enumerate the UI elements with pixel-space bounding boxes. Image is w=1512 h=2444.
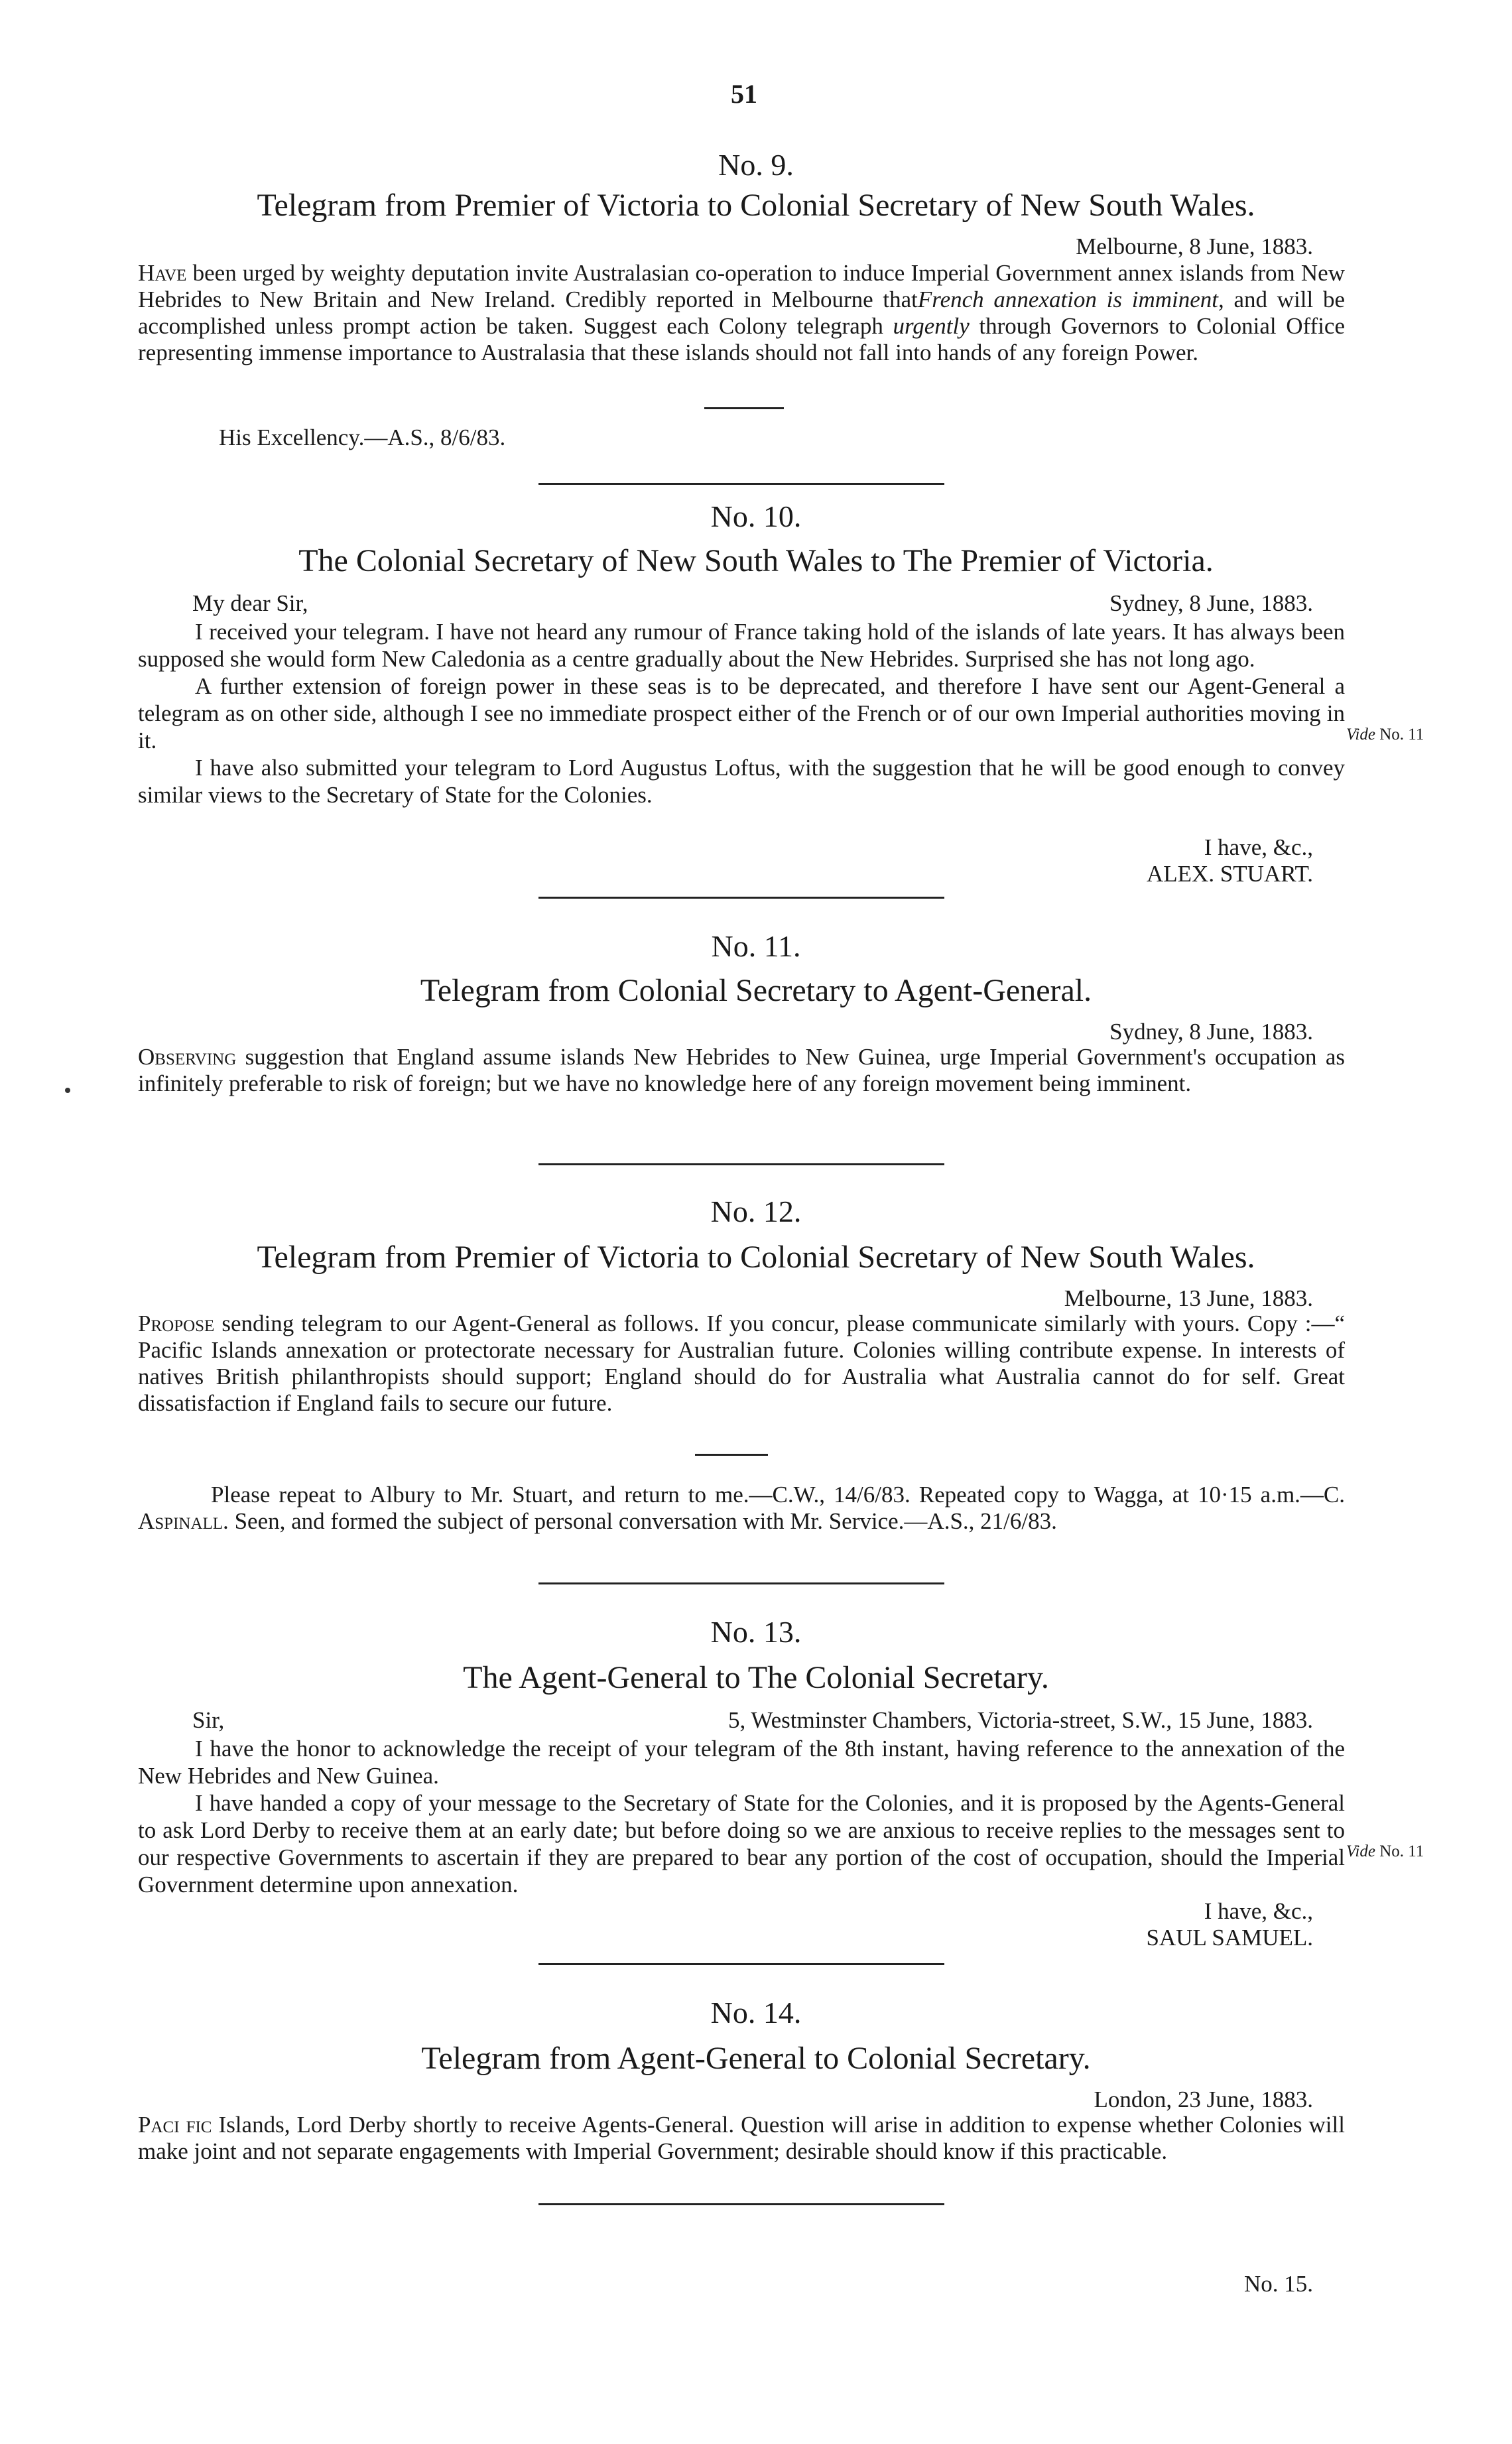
section-10-paragraph-2: A further extension of foreign power in these seas is to be deprecated, and therefore I have sent our Agent-General a telegram as on other side, although I see no immediate prospect either of the French or of our own Imperial authorities moving in it. [138,673,1345,753]
section-divider [538,1963,944,1965]
section-14-body [138,2112,1345,2165]
section-12-note-a: Please repeat to Albury to Mr. Stuart, and return to me.—C.W., 14/6/83. [211,1482,911,1508]
section-10-dateline: Sydney, 8 June, 1883. [1109,590,1313,616]
section-10-margin-note [1346,726,1424,744]
section-12-body [138,1311,1345,1417]
section-10-body [138,618,1345,808]
section-14-title: Telegram from Agent-General to Colonial Secretary. [421,2041,1091,2076]
section-10-paragraph-3: I have also submitted your telegram to Lord Augustus Loftus, with the suggestion that he will be good enough to convey similar views to the Secretary of State for the Colonies. [138,755,1345,808]
section-13-closing: I have, &c., [1204,1898,1313,1924]
section-9-body [138,260,1345,366]
short-divider [704,407,784,409]
section-12-lead: Propose [138,1311,215,1336]
section-divider [538,1163,944,1165]
section-11-number: No. 11. [711,929,801,963]
section-divider [538,483,944,485]
section-13-paragraph-2: I have handed a copy of your message to the Secretary of State for the Colonies, and it is proposed by the Agents-General to ask Lord Derby to receive them at an early date; but before doing so we are anxious to receive replies to the messages sent to our respective Governments to ascertain if they are prepared to bear any portion of the cost of occupation, should the Imperial Government determine upon annexation. [138,1790,1345,1897]
section-9-text-3: through Governors to Colonial Office representing immense importance to Australasia that these islands should not fall into hands of any foreign Power. [138,313,1345,365]
section-9-lead: Have [138,260,187,286]
margin-vide: Vide [1346,1842,1375,1860]
section-12-title: Telegram from Premier of Victoria to Colonial Secretary of New South Wales. [257,1240,1255,1275]
catchword: No. 15. [1243,2271,1313,2297]
margin-vide: Vide [1346,726,1375,743]
margin-reference: No. 11 [1379,726,1424,743]
section-13-salutation: Sir, [192,1707,225,1733]
section-12-note-c: Seen, and formed the subject of personal conversation with Mr. Service.—A.S., 21/6/83. [234,1508,1057,1534]
margin-reference: No. 11 [1379,1842,1424,1860]
page-number: 51 [731,79,757,109]
section-10-closing: I have, &c., [1204,834,1313,860]
section-12-note-b: Repeated copy to Wagga, at 10·15 a.m.—C. [918,1482,1346,1508]
section-13-number: No. 13. [710,1615,802,1649]
section-12-dateline: Melbourne, 13 June, 1883. [1064,1285,1313,1311]
section-12-note-b-name: Aspinall. [138,1508,229,1534]
section-14-dateline: London, 23 June, 1883. [1094,2087,1313,2112]
section-11-lead: Observing [138,1044,237,1070]
section-13-signature: SAUL SAMUEL. [1146,1925,1313,1951]
section-9-note: His Excellency.—A.S., 8/6/83. [219,424,506,450]
section-9-text-2: and will be accomplished unless prompt action be taken. Suggest each Colony telegraph [138,287,1345,339]
section-11-body [138,1044,1345,1097]
section-9-dateline: Melbourne, 8 June, 1883. [1076,233,1313,259]
section-12-number: No. 12. [710,1194,802,1228]
section-divider [538,2203,944,2205]
section-14-number: No. 14. [710,1996,802,2029]
short-divider [695,1454,768,1456]
section-9-text-1: been urged by weighty deputation invite Australasian co-operation to induce Imperial Government annex islands from New Hebrides to New Britain and New Ireland. Credibly reported in Melbourne that [138,260,1345,312]
section-14-lead: Paci fic [138,2112,212,2138]
section-9-number: No. 9. [718,148,794,182]
section-10-number: No. 10. [710,499,802,533]
section-divider [538,897,944,899]
section-9-emphasis-2: urgently [893,313,970,339]
section-10-salutation: My dear Sir, [192,590,308,616]
section-11-title: Telegram from Colonial Secretary to Agent-General. [420,973,1092,1008]
section-13-dateline: 5, Westminster Chambers, Victoria-street, S.W., 15 June, 1883. [728,1707,1313,1733]
section-12-notes [138,1482,1345,1535]
section-9-emphasis-1: French annexation is imminent, [917,287,1224,312]
section-10-title: The Colonial Secretary of New South Wales to The Premier of Victoria. [298,543,1214,578]
section-14-text: Islands, Lord Derby shortly to receive Agents-General. Question will arise in addition to expense whether Colonies will make joint and not separate engagements with Imperial Government; desirable should know if this practicable. [138,2112,1345,2164]
section-13-margin-note [1346,1842,1424,1861]
section-12-text: sending telegram to our Agent-General as follows. If you concur, please communicate similarly with yours. Copy :—“ Pacific Islands annexation or protectorate necessary for Australian future. Colonies willing contribute expense. In interests of natives British philanthropists should support; England should do for Australia what Australia cannot do for self. Great dissatisfaction if England fails to secure our future. [138,1311,1345,1416]
section-11-dateline: Sydney, 8 June, 1883. [1109,1019,1313,1045]
page-mark [65,1088,70,1093]
section-10-paragraph-1: I received your telegram. I have not heard any rumour of France taking hold of the islands of late years. It has always been supposed she would form New Caledonia as a centre gradually about the New Hebrides. Surprised she has not long ago. [138,619,1345,672]
section-10-signature: ALEX. STUART. [1147,861,1313,887]
section-divider [538,1582,944,1584]
section-9-title: Telegram from Premier of Victoria to Colonial Secretary of New South Wales. [257,188,1255,223]
section-11-text: suggestion that England assume islands New Hebrides to New Guinea, urge Imperial Government's occupation as infinitely preferable to risk of foreign; but we have no knowledge here of any foreign movement being imminent. [138,1044,1345,1096]
section-13-body [138,1735,1345,1898]
section-13-title: The Agent-General to The Colonial Secretary. [463,1660,1049,1695]
section-13-paragraph-1: I have the honor to acknowledge the receipt of your telegram of the 8th instant, having reference to the annexation of the New Hebrides and New Guinea. [138,1736,1345,1789]
